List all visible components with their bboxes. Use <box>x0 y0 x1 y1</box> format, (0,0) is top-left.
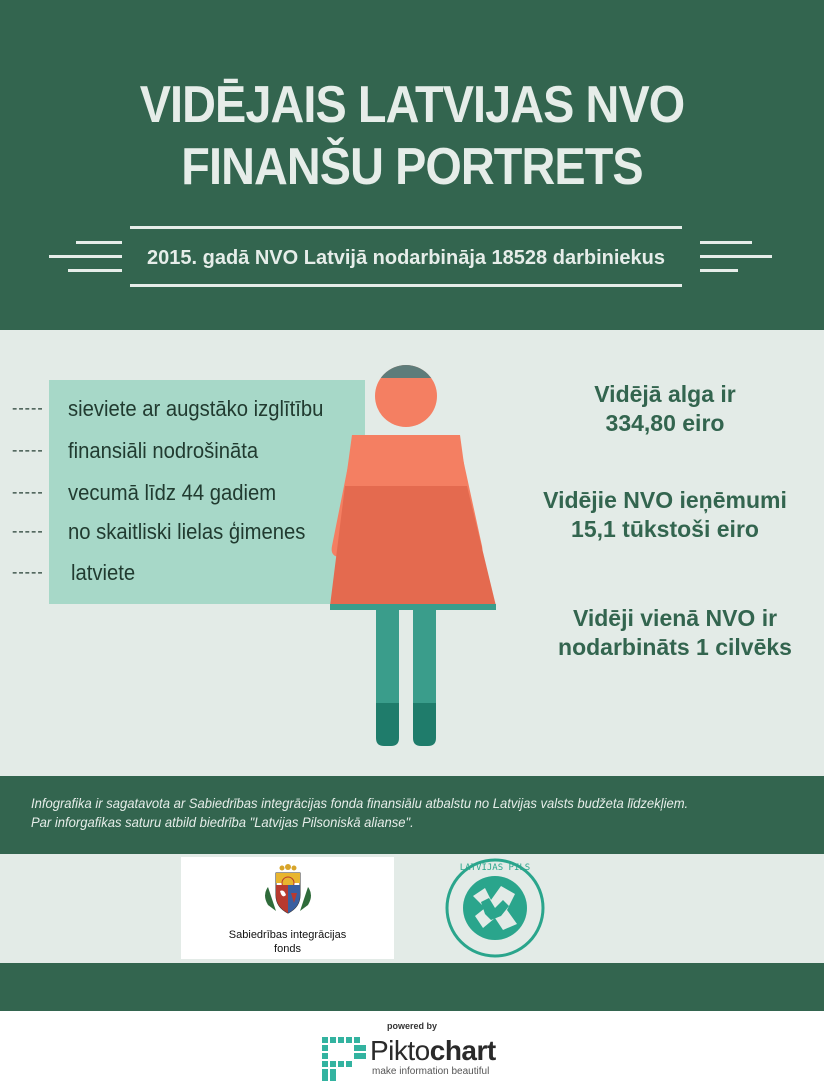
title-line-1: VIDĒJAIS LATVIJAS NVO <box>139 76 685 134</box>
powered-by-label: powered by <box>386 1021 437 1031</box>
dress-hem <box>330 604 496 610</box>
svg-text:LATVIJAS PILS: LATVIJAS PILS <box>459 863 531 873</box>
subtitle-rule-bottom <box>130 284 682 287</box>
stat-line: Vidējā alga ir <box>594 381 736 407</box>
trait-label: no skaitliski lielas ģimenes <box>68 519 306 545</box>
right-leg <box>413 610 436 706</box>
credit-line-1: Infografika ir sagatavota ar Sabiedrības integrācijas fonda finansiālu atbalstu no Latvijas valsts budžeta līdzekļiem. <box>31 795 689 811</box>
stat-line: Vidējie NVO ieņēmumi <box>543 487 787 513</box>
sif-line-2: fonds <box>274 943 301 955</box>
left-deco-line-3 <box>68 269 122 272</box>
piktochart-logo-icon[interactable] <box>322 1037 366 1081</box>
sif-logo-text <box>181 928 394 956</box>
woman-figure-icon <box>326 358 501 750</box>
hair-cap <box>366 358 446 378</box>
stat-employees <box>520 604 824 662</box>
piktochart-tagline: make information beautiful <box>372 1066 490 1077</box>
dress-top <box>345 435 467 486</box>
left-leg <box>376 610 399 706</box>
stat-average-income <box>520 486 810 544</box>
trait-item <box>12 478 294 507</box>
dash-marker: ----- <box>12 523 44 541</box>
trait-item <box>12 394 346 423</box>
dash-marker: ----- <box>12 564 44 582</box>
wordmark-part-1: Pikto <box>370 1035 430 1066</box>
trait-item <box>12 558 141 587</box>
subtitle: 2015. gadā NVO Latvijā nodarbināja 18528 darbiniekus <box>147 247 665 269</box>
left-deco-line-2 <box>49 255 122 258</box>
trait-label: finansiāli nodrošināta <box>68 438 259 464</box>
trait-label: sieviete ar augstāko izglītību <box>68 396 324 422</box>
right-foot <box>413 703 436 746</box>
stat-value: 334,80 eiro <box>605 410 725 436</box>
trait-item <box>12 517 326 546</box>
logos-strip <box>0 854 824 963</box>
bottom-band <box>0 963 824 1011</box>
coat-of-arms-icon <box>258 859 318 919</box>
piktochart-wordmark <box>370 1036 496 1066</box>
trait-item <box>12 436 275 465</box>
stat-value: 15,1 tūkstoši eiro <box>571 516 759 542</box>
right-deco-line-3 <box>700 269 738 272</box>
credit-text <box>31 794 688 832</box>
dash-marker: ----- <box>12 400 44 418</box>
right-deco-line-2 <box>700 255 772 258</box>
left-deco-line-1 <box>76 241 122 244</box>
stat-value: nodarbināts 1 cilvēks <box>558 634 792 660</box>
title-line-2: FINANŠU PORTRETS <box>181 138 643 196</box>
wordmark-part-2: chart <box>429 1035 496 1066</box>
right-deco-line-1 <box>700 241 752 244</box>
trait-label: latviete <box>71 560 136 586</box>
dash-marker: ----- <box>12 484 44 502</box>
stat-average-salary <box>540 380 790 438</box>
stat-line: Vidēji vienā NVO ir <box>572 605 778 631</box>
dash-marker: ----- <box>12 442 44 460</box>
subtitle-rule-top <box>130 226 682 229</box>
alliance-seal-icon <box>445 858 545 958</box>
left-foot <box>376 703 399 746</box>
page-title <box>41 74 783 198</box>
dress-skirt <box>330 486 496 606</box>
sif-line-1: Sabiedrības integrācijas <box>228 929 347 941</box>
credit-line-2: Par inforgafikas saturu atbild biedrība "Latvijas Pilsoniskā alianse". <box>31 814 414 830</box>
trait-label: vecumā līdz 44 gadiem <box>68 480 277 506</box>
